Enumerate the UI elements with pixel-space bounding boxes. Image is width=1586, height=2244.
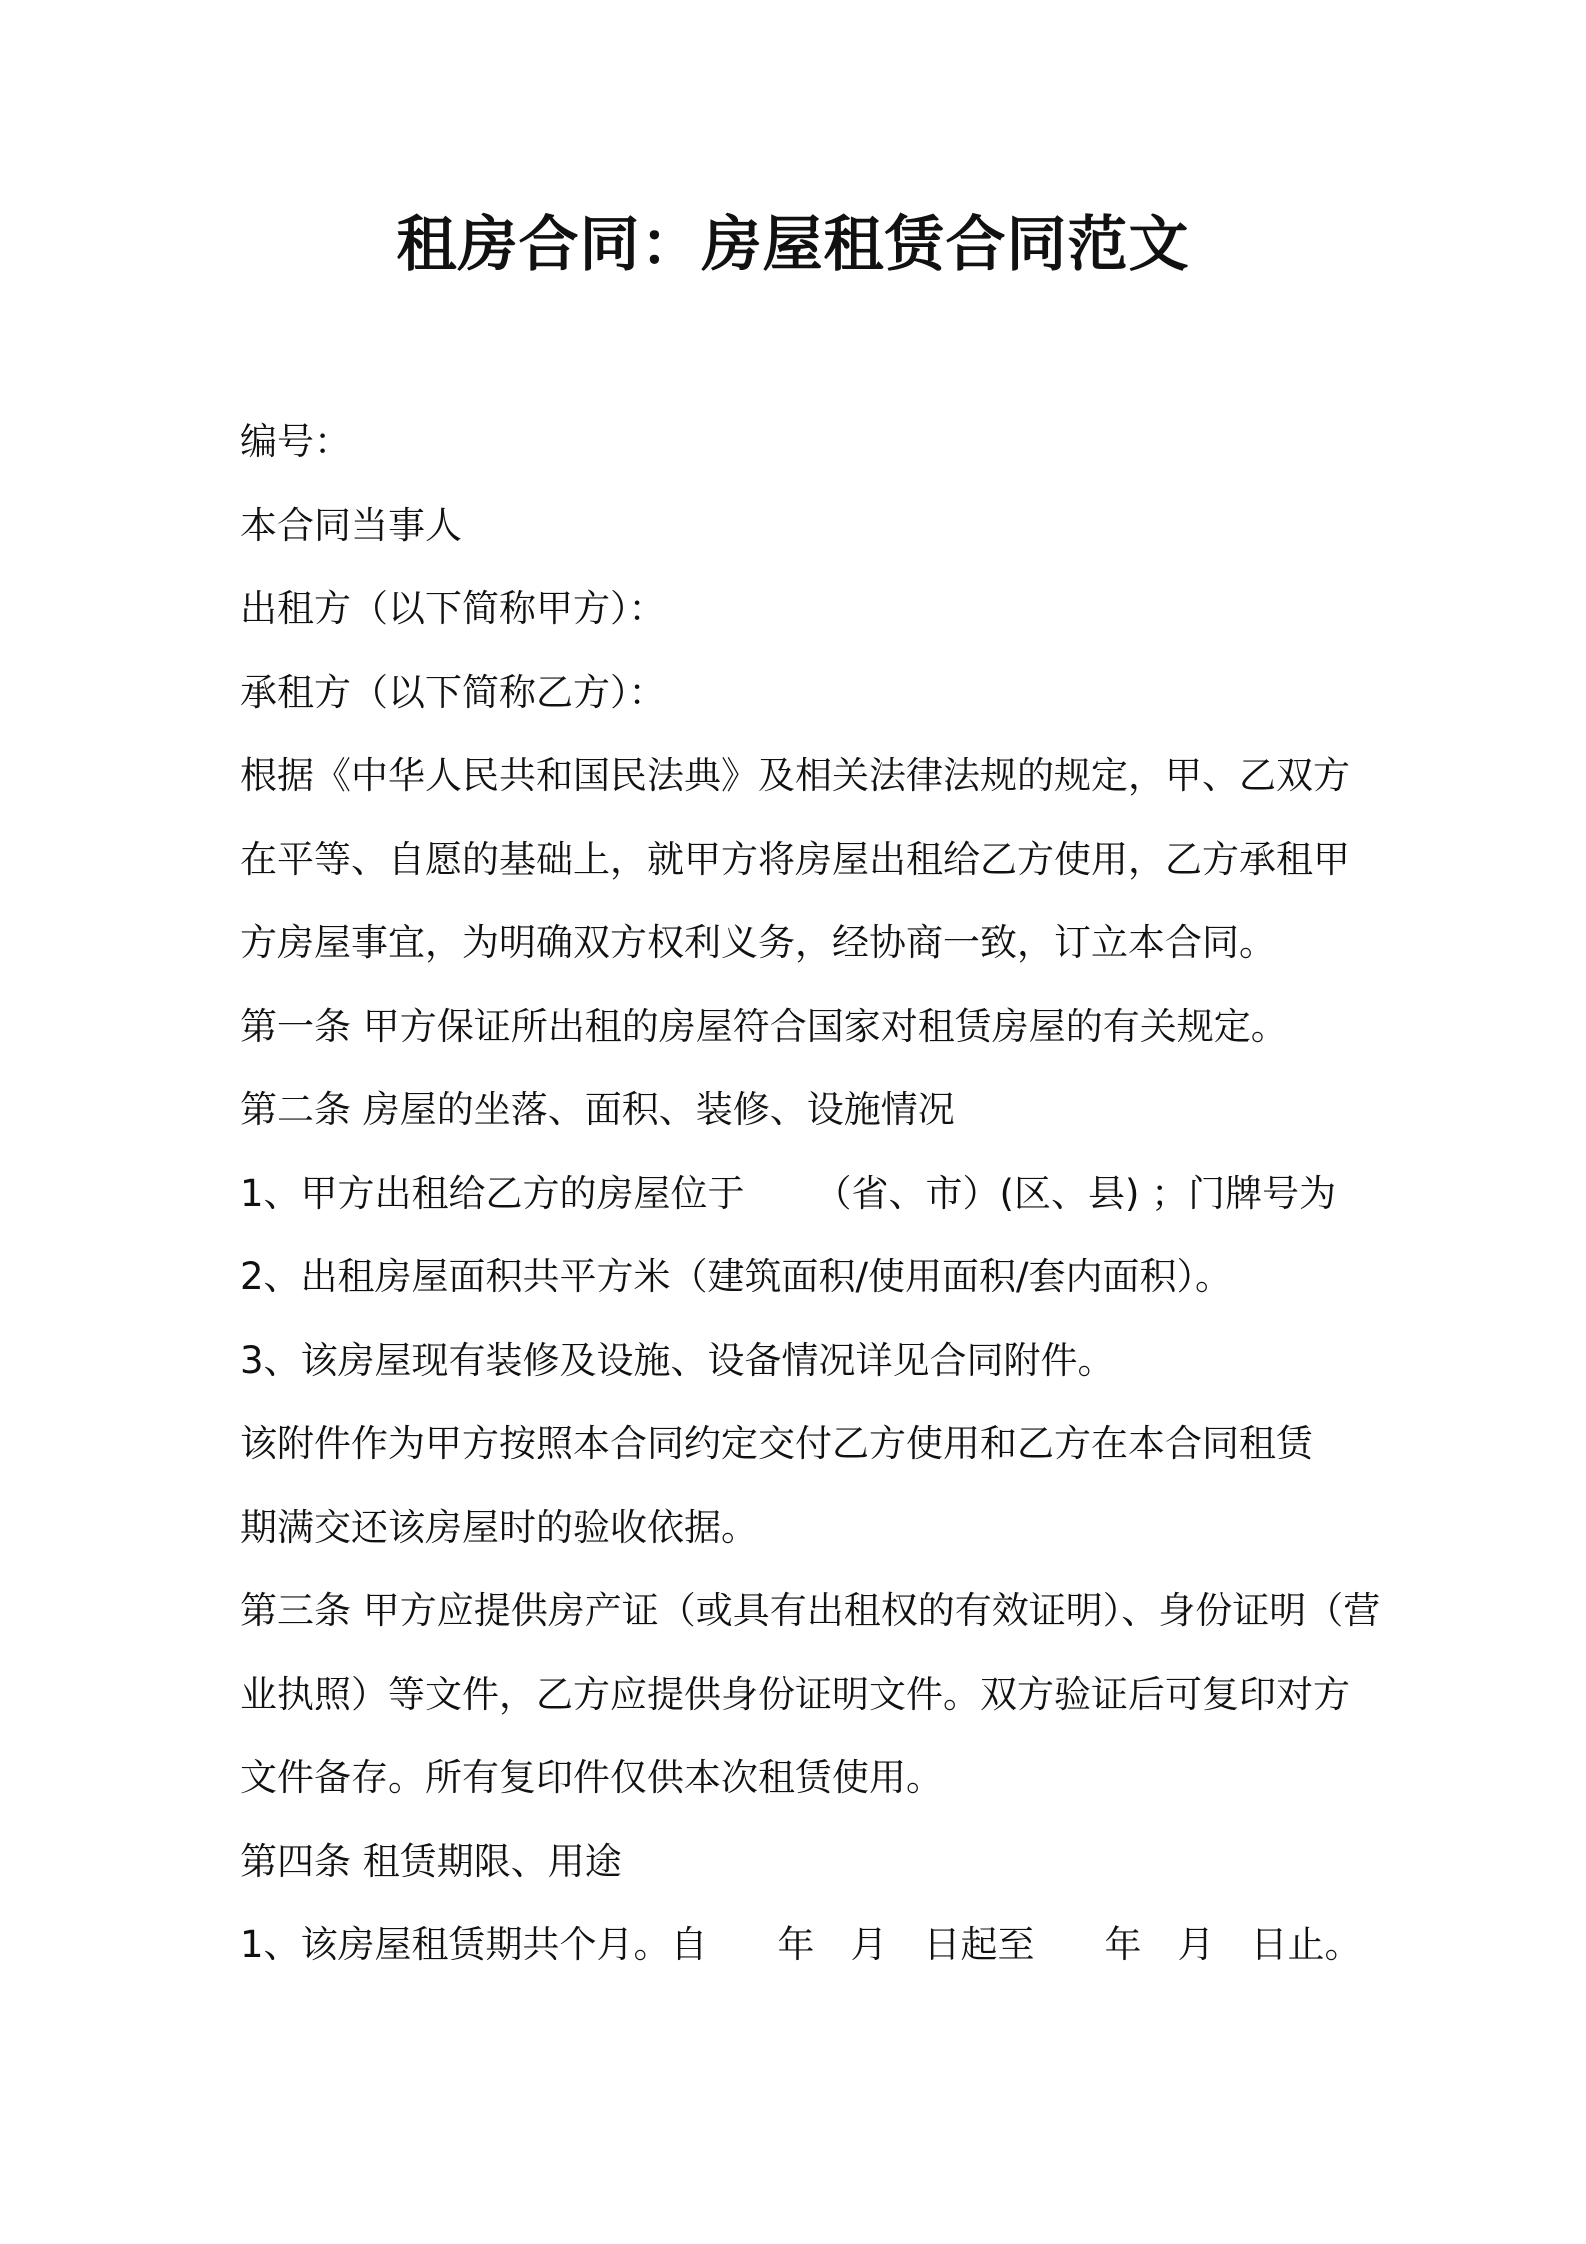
start-day-label: 日起至 <box>923 1923 1035 1966</box>
start-month-label: 月 <box>850 1923 888 1966</box>
article-2-item-2: 2、出租房屋面积共平方米（建筑面积/使用面积/套内面积）。 <box>240 1255 1232 1298</box>
preamble-line: 根据《中华人民共和国民法典》及相关法律法规的规定，甲、乙双方 <box>240 754 1350 797</box>
end-month-label: 月 <box>1177 1923 1215 1966</box>
article-2-item-1-text: 1、甲方出租给乙方的房屋位于 <box>240 1171 745 1215</box>
document-title: 租房合同：房屋租赁合同范文 <box>396 210 1190 280</box>
article-4-heading: 第四条 租赁期限、用途 <box>240 1839 622 1883</box>
article-3-line: 第三条 甲方应提供房产证（或具有出租权的有效证明）、身份证明（营 <box>240 1589 1381 1632</box>
article-2-item-1-text-b: （省、市）(区、县) ；门牌号为 <box>814 1171 1337 1215</box>
preamble-line: 方房屋事宜，为明确双方权利义务，经协商一致，订立本合同。 <box>240 921 1276 964</box>
article-2-item-3: 3、该房屋现有装修及设施、设备情况详见合同附件。 <box>240 1338 1115 1382</box>
parties-heading: 本合同当事人 <box>240 503 462 547</box>
lessor-label: 出租方（以下简称甲方）： <box>240 587 666 630</box>
start-year-label: 年 <box>777 1923 815 1966</box>
article-3-line: 文件备存。所有复印件仅供本次租赁使用。 <box>240 1756 943 1799</box>
article-2-heading: 第二条 房屋的坐落、面积、装修、设施情况 <box>240 1088 955 1131</box>
article-4-item-1 <box>240 1903 1370 1987</box>
preamble-line: 在平等、自愿的基础上，就甲方将房屋出租给乙方使用，乙方承租甲 <box>240 837 1350 881</box>
end-day-label: 日止。 <box>1250 1923 1362 1966</box>
lease-term-text: 1、该房屋租赁期共个月。自 <box>240 1923 708 1966</box>
article-2-item-1 <box>240 1152 1370 1236</box>
annex-line: 期满交还该房屋时的验收依据。 <box>240 1505 758 1549</box>
serial-number-label: 编号： <box>240 420 351 463</box>
document-body <box>240 400 1381 1987</box>
article-1: 第一条 甲方保证所出租的房屋符合国家对租赁房屋的有关规定。 <box>240 1004 1288 1048</box>
annex-line: 该附件作为甲方按照本合同约定交付乙方使用和乙方在本合同租赁 <box>240 1422 1313 1465</box>
article-3-line: 业执照）等文件，乙方应提供身份证明文件。双方验证后可复印对方 <box>240 1672 1350 1716</box>
lessee-label: 承租方（以下简称乙方）： <box>240 670 666 714</box>
end-year-label: 年 <box>1104 1923 1142 1966</box>
